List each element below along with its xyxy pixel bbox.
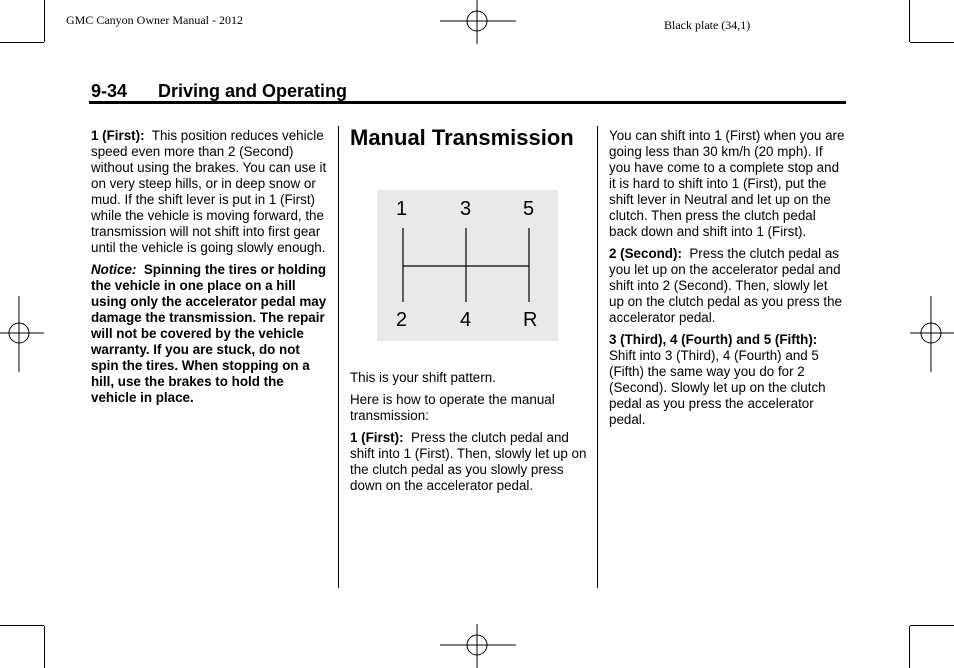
- third-fifth-gear-text: Shift into 3 (Third), 4 (Fourth) and 5 (Fifth) the same way you do for 2 (Second). Slowly let up on the clutch pedal as you press the accelerator pedal.: [609, 348, 826, 427]
- figure-caption: This is your shift pattern.: [350, 370, 496, 385]
- first-gear-text: This position reduces vehicle speed even more than 2 (Second) without using the brakes. You can use it on very steep hills, or in deep snow or mud. If the shift lever is put in 1 (First) while the vehicle is moving forward, the transmission will not shift into first gear until the vehicle is going slowly enough.: [91, 128, 327, 255]
- crop-mark: [910, 625, 954, 626]
- page-title: Manual Transmission: [350, 125, 574, 150]
- section-title: Driving and Operating: [158, 81, 348, 101]
- crop-mark: [0, 42, 44, 43]
- crop-mark: [909, 626, 910, 668]
- shift-pattern-figure: [377, 190, 558, 341]
- second-gear-label: 2 (Second):: [609, 246, 682, 261]
- paragraph-shift-first: You can shift into 1 (First) when you are going less than 30 km/h (20 mph). If you have come to a complete stop and it is hard to shift into 1 (First), put the shift lever in Neutral and let up on the clutch. Then press the clutch pedal back down and shift into 1 (First).: [609, 128, 845, 239]
- manual-title: GMC Canyon Owner Manual - 2012: [66, 13, 243, 27]
- column-divider: [338, 126, 339, 588]
- paragraph-first-gear: [91, 128, 329, 256]
- gear-3-label: 3: [460, 198, 472, 220]
- how-to-intro: Here is how to operate the manual transmission:: [350, 392, 555, 423]
- plate-label: Black plate (34,1): [664, 18, 751, 32]
- gear-2-label: 2: [396, 309, 408, 331]
- page-number: 9-34: [91, 81, 128, 101]
- column-divider: [597, 126, 598, 588]
- paragraph-first-gear-operation: [350, 430, 588, 494]
- header-rule: [89, 101, 846, 104]
- notice-paragraph: [91, 262, 329, 406]
- first-gear-op-text: Press the clutch pedal and shift into 1 (First). Then, slowly let up on the clutch pedal as you slowly press down on the accelerator pedal.: [350, 430, 587, 493]
- registration-mark-bottom: [440, 624, 516, 668]
- crop-mark: [44, 626, 45, 668]
- column-2-text: [350, 370, 588, 500]
- column-1: [91, 128, 329, 412]
- crop-mark: [0, 625, 44, 626]
- paragraph-third-fifth-gear: [609, 332, 845, 428]
- first-gear-op-label: 1 (First):: [350, 430, 404, 445]
- third-fifth-gear-label: 3 (Third), 4 (Fourth) and 5 (Fifth):: [609, 332, 818, 347]
- paragraph-second-gear: [609, 246, 845, 326]
- registration-mark-right: [910, 296, 954, 372]
- gear-1-label: 1: [396, 198, 408, 220]
- first-gear-label: 1 (First):: [91, 128, 145, 143]
- gear-5-label: 5: [523, 198, 535, 220]
- registration-mark-left: [0, 296, 44, 372]
- crop-mark: [910, 42, 954, 43]
- second-gear-text: Press the clutch pedal as you let up on the accelerator pedal and shift into 2 (Second). Then, slowly let up on the clutch pedal as you press the accelerator pedal.: [609, 246, 843, 325]
- gear-4-label: 4: [460, 309, 472, 331]
- column-3: [609, 128, 845, 434]
- registration-mark-top: [440, 0, 516, 44]
- crop-mark: [44, 0, 45, 42]
- notice-label: Notice:: [91, 262, 137, 277]
- crop-mark: [909, 0, 910, 42]
- gear-r-label: R: [523, 309, 538, 331]
- notice-text: Spinning the tires or holding the vehicle in one place on a hill using only the accelerator pedal may damage the transmission. The repair will not be covered by the vehicle warranty. If you are stuck, do not spin the tires. When stopping on a hill, use the brakes to hold the vehicle in place.: [91, 262, 327, 405]
